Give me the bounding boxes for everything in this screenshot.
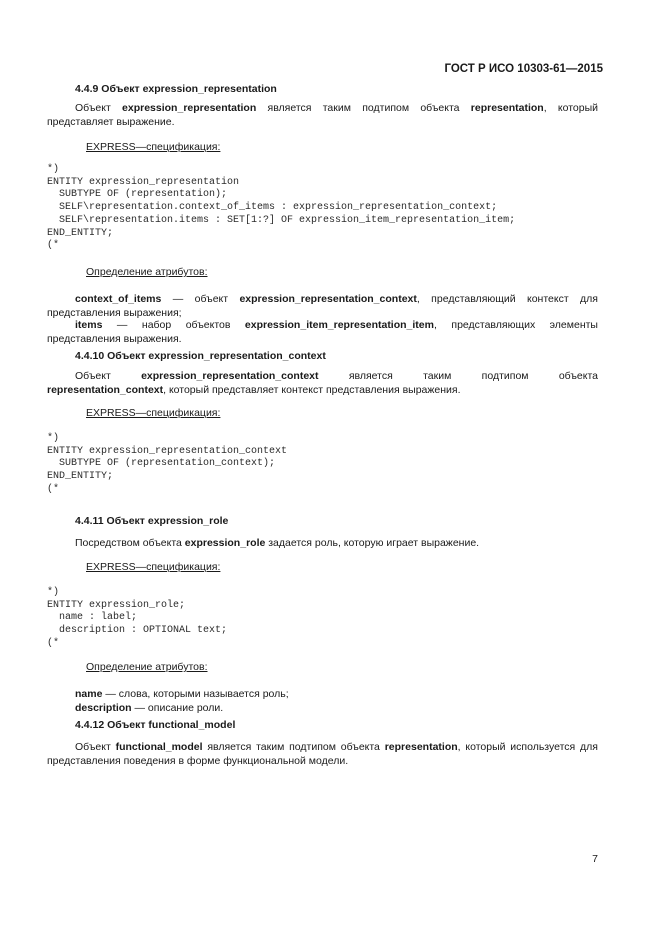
attribute-definition <box>47 318 598 346</box>
express-code-block <box>47 587 227 651</box>
text-run: , представляющий контекст для представления выражения; <box>47 293 598 319</box>
code-line: (* <box>47 637 60 649</box>
text-run: — слова, которыми называется роль; <box>102 688 289 700</box>
term-bold: representation_context <box>47 384 164 396</box>
paragraph-4-4-9-intro <box>47 101 598 129</box>
attribute-name: name <box>75 688 103 700</box>
code-line: SUBTYPE OF (representation); <box>47 189 228 201</box>
page-number: 7 <box>592 853 598 865</box>
express-code-block <box>47 433 287 497</box>
express-spec-label: EXPRESS—спецификация: <box>86 141 221 153</box>
attribute-definitions-label: Определение атрибутов: <box>86 661 208 673</box>
document-header-id: ГОСТ Р ИСО 10303-61—2015 <box>444 63 603 75</box>
attribute-definitions-label: Определение атрибутов: <box>86 266 208 278</box>
code-line: ENTITY expression_role; <box>47 599 186 611</box>
paragraph-4-4-12-intro <box>47 740 598 768</box>
text-run: является таким подтипом объекта <box>202 741 385 753</box>
text-run: — набор объектов <box>102 319 245 331</box>
section-heading-4-4-11: 4.4.11 Объект expression_role <box>75 515 229 527</box>
term-bold: expression_representation_context <box>239 293 417 305</box>
attribute-definition <box>47 701 598 715</box>
code-line: ENTITY expression_representation_context <box>47 445 288 457</box>
paragraph-4-4-10-intro-line2 <box>47 383 598 397</box>
attribute-name: items <box>75 319 103 331</box>
section-heading-4-4-9: 4.4.9 Объект expression_representation <box>75 83 277 95</box>
paragraph-4-4-11-intro <box>47 536 598 550</box>
code-line: description : OPTIONAL text; <box>47 625 228 637</box>
term-bold: expression_representation <box>122 102 257 114</box>
text-run: является таким подтипом объекта <box>318 370 598 382</box>
text-run: — описание роли. <box>131 702 224 714</box>
term-bold: expression_representation_context <box>141 370 319 382</box>
code-line: (* <box>47 483 60 495</box>
code-line: *) <box>47 587 60 598</box>
term-bold: expression_role <box>184 537 266 549</box>
code-line: END_ENTITY; <box>47 471 114 483</box>
term-bold: functional_model <box>115 741 203 753</box>
text-run: является таким подтипом объекта <box>256 102 471 114</box>
text-run: — объект <box>161 293 240 305</box>
text-run: Объект <box>75 370 142 382</box>
text-run: задается роль, которую играет выражение. <box>265 537 480 549</box>
text-run: , который используется для представления поведения в форме функциональной модели. <box>47 741 598 767</box>
attribute-definition <box>47 687 598 701</box>
text-run: , который представляет выражение. <box>47 102 598 128</box>
paragraph-4-4-10-intro-line1 <box>47 369 598 383</box>
text-run: , который представляет контекст представления выражения. <box>163 384 461 396</box>
code-line: END_ENTITY; <box>47 227 114 239</box>
attribute-definition <box>47 292 598 320</box>
text-run: Посредством объекта <box>75 537 185 549</box>
express-spec-label: EXPRESS—спецификация: <box>86 407 221 419</box>
text-run: Объект <box>75 741 116 753</box>
attribute-name: description <box>75 702 132 714</box>
code-line: (* <box>47 240 60 252</box>
term-bold: expression_item_representation_item <box>244 319 434 331</box>
express-code-block <box>47 164 515 253</box>
code-line: SUBTYPE OF (representation_context); <box>47 458 276 470</box>
term-bold: representation <box>470 102 544 114</box>
section-heading-4-4-10: 4.4.10 Объект expression_representation_context <box>75 350 326 362</box>
text-run: , представляющих элементы представления выражения. <box>47 319 598 345</box>
term-bold: representation <box>384 741 458 753</box>
section-heading-4-4-12: 4.4.12 Объект functional_model <box>75 719 236 731</box>
attribute-name: context_of_items <box>75 293 162 305</box>
text-run: Объект <box>75 102 123 114</box>
code-line: *) <box>47 164 60 175</box>
code-line: SELF\representation.context_of_items : expression_representation_context; <box>47 202 498 214</box>
express-spec-label: EXPRESS—спецификация: <box>86 561 221 573</box>
code-line: ENTITY expression_representation <box>47 176 240 188</box>
code-line: SELF\representation.items : SET[1:?] OF expression_item_representation_item; <box>47 214 516 226</box>
code-line: name : label; <box>47 612 138 624</box>
code-line: *) <box>47 433 60 444</box>
